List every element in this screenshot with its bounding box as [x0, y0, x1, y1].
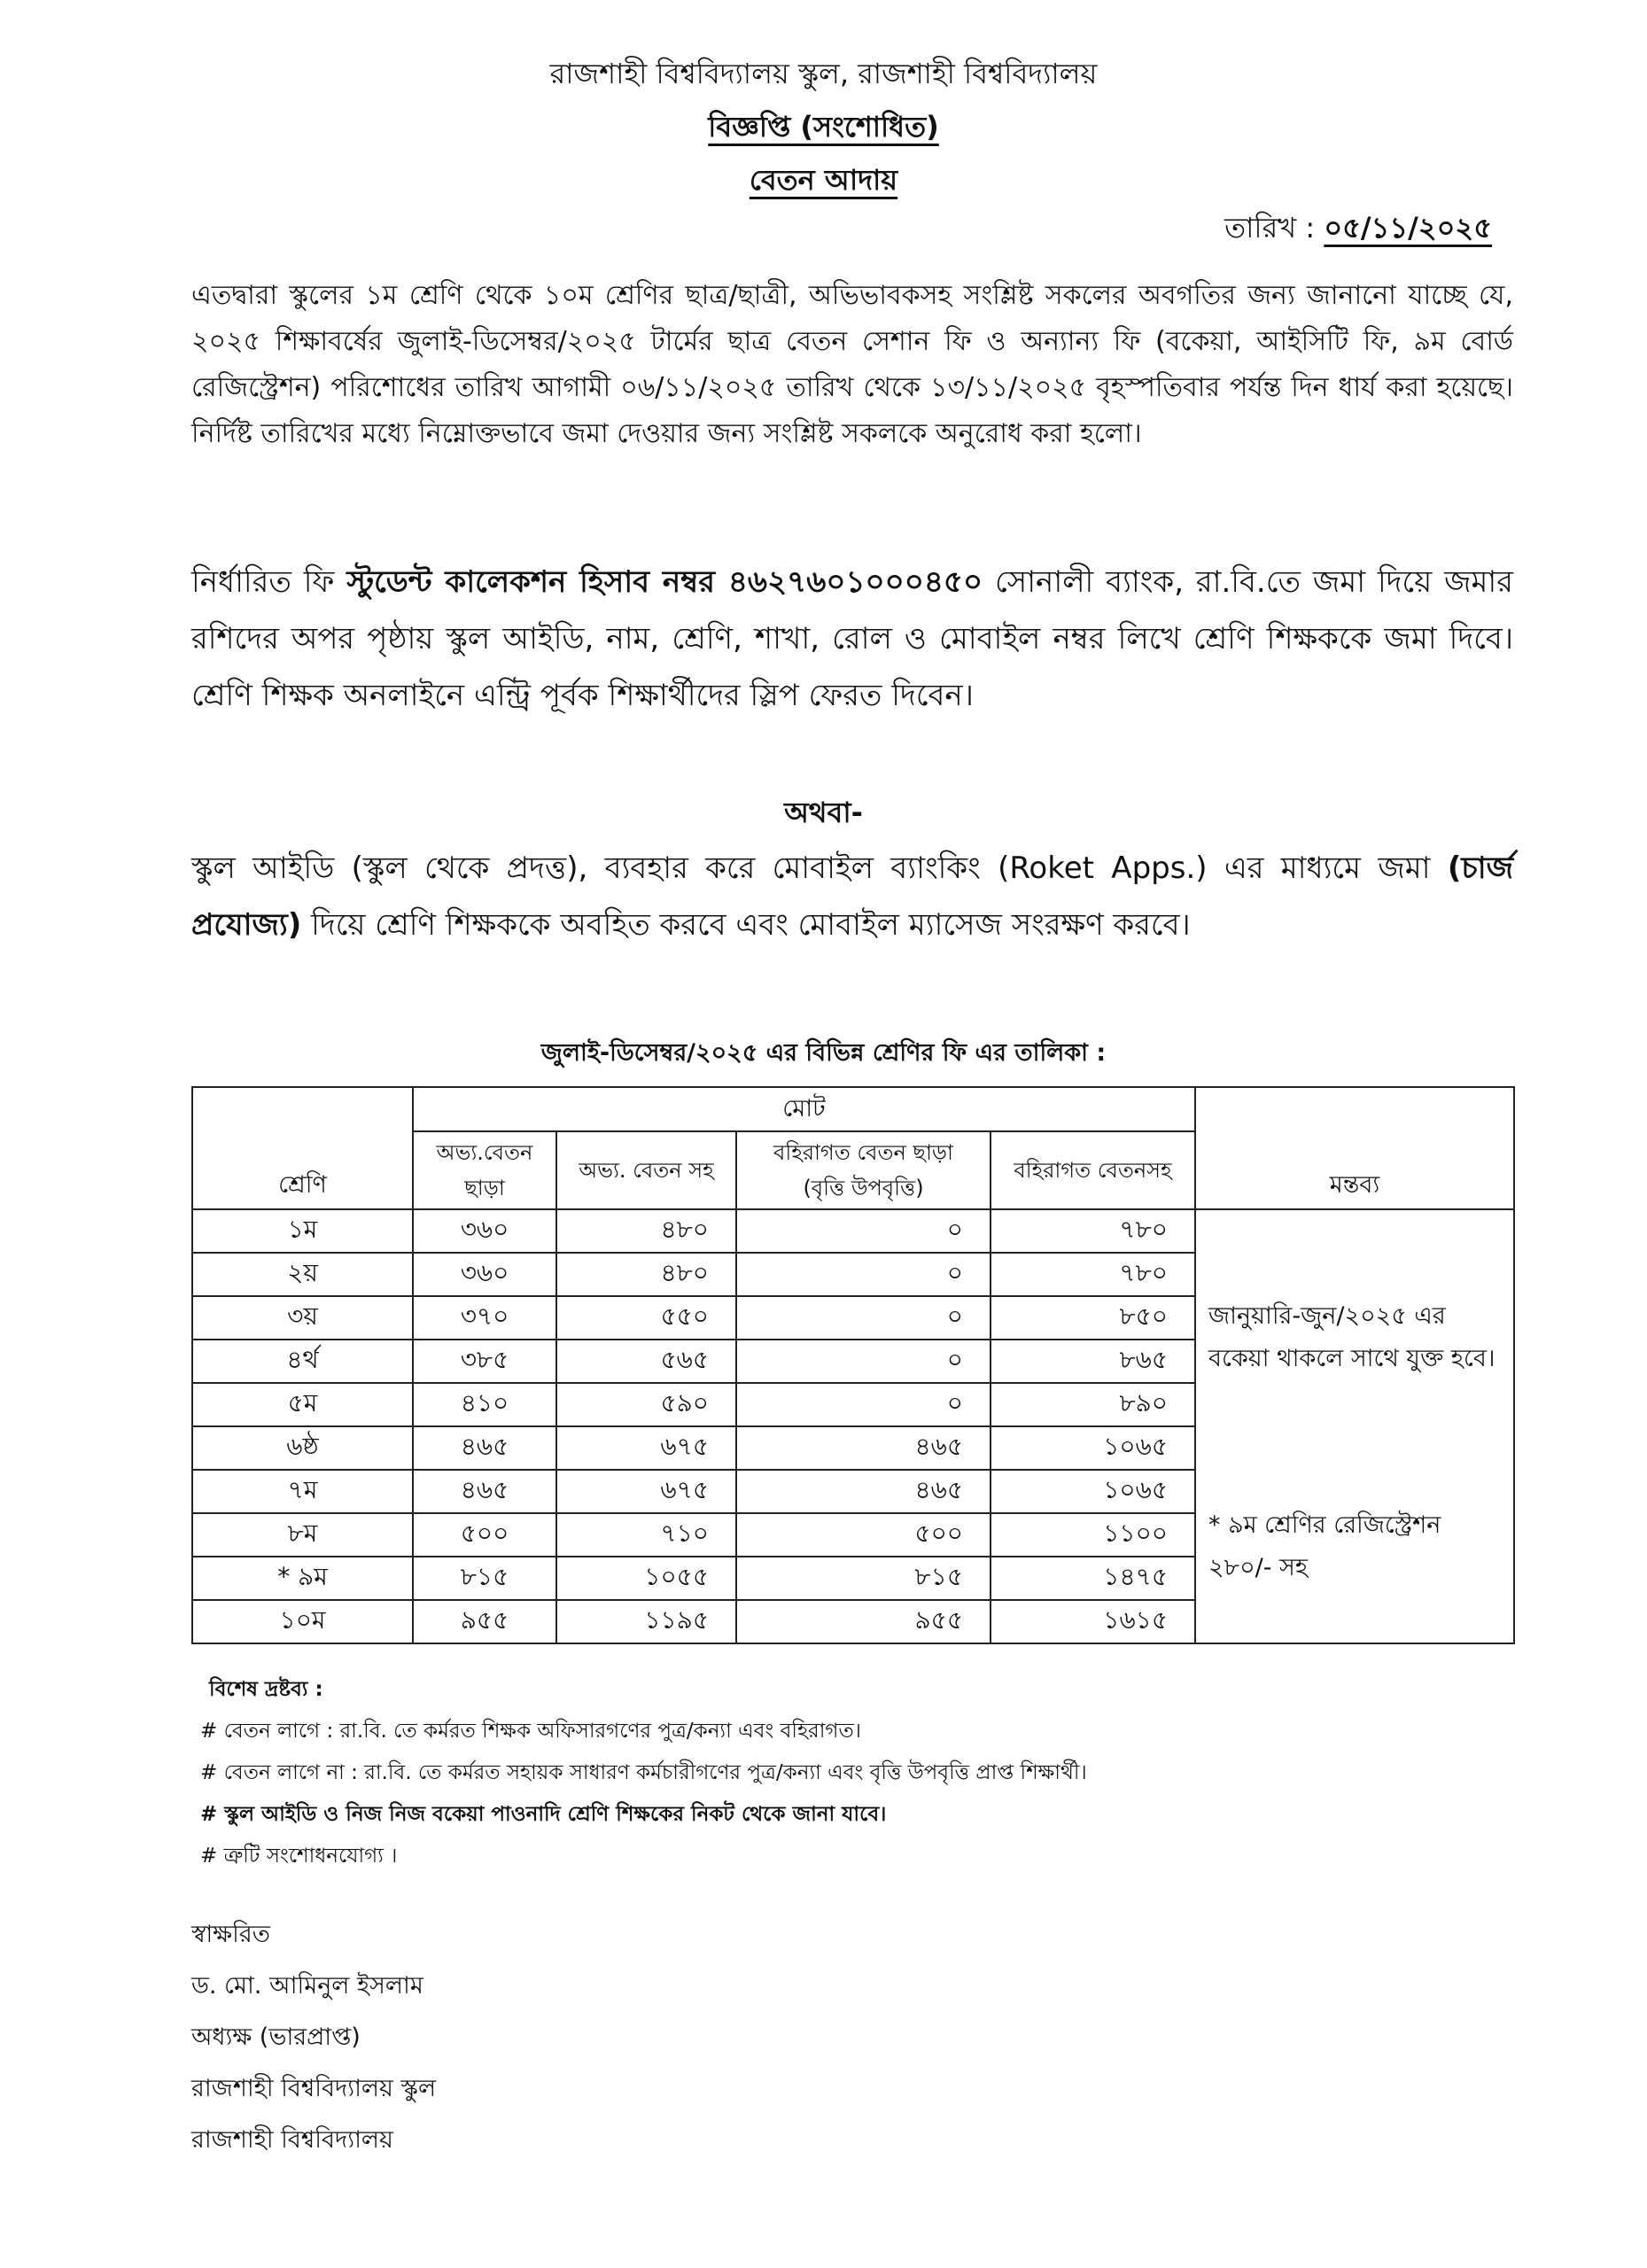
cell-class: ১০ম — [192, 1600, 413, 1643]
cell-c2: ১১৯৫ — [556, 1600, 736, 1643]
remark-cell — [1195, 1209, 1514, 1643]
signatory-university: রাজশাহী বিশ্ববিদ্যালয় — [191, 2126, 393, 2154]
cell-c4: ১১০০ — [991, 1513, 1195, 1557]
note-item: # বেতন লাগে না : রা.বি. তে কর্মরত সহায়ক সাধারণ কর্মচারীগণের পুত্র/কন্যা এবং বৃত্তি উপবৃত্তি প্রাপ্ত শিক্ষার্থী। — [200, 1761, 1087, 1784]
cell-c1: ৫০০ — [413, 1513, 556, 1557]
signatory-designation: অধ্যক্ষ (ভারপ্রাপ্ত) — [191, 2023, 361, 2051]
cell-c2: ৪৮০ — [556, 1209, 736, 1253]
mobile-payment-paragraph — [191, 840, 1513, 953]
header-col1: অভ্য.বেতন ছাড়া — [413, 1131, 556, 1209]
fee-table — [191, 1086, 1515, 1644]
cell-class: * ৯ম — [192, 1557, 413, 1600]
cell-c1: ৩৮৫ — [413, 1340, 556, 1383]
cell-c4: ১৪৭৫ — [991, 1557, 1195, 1600]
date-label: তারিখ : — [1224, 211, 1325, 245]
charge-applicable-text: (চার্জ প্রযোজ্য) — [191, 850, 1513, 943]
notes-title: বিশেষ দ্রষ্টব্য : — [209, 1678, 323, 1701]
cell-c4: ৭৮০ — [991, 1209, 1195, 1253]
cell-c1: ৯৫৫ — [413, 1600, 556, 1643]
notice-subject — [0, 158, 1647, 206]
cell-c1: ৩৬০ — [413, 1253, 556, 1296]
signature-block — [191, 1909, 436, 2166]
notice-title-text: বিজ্ঞপ্তি (সংশোধিত) — [708, 110, 939, 144]
mobile-payment-pre: স্কুল আইডি (স্কুল থেকে প্রদত্ত), ব্যবহার করে মোবাইল ব্যাংকিং (Roket Apps.) এর মাধ্যমে জমা — [191, 850, 1448, 886]
cell-c3: ৮১৫ — [736, 1557, 991, 1600]
remark-registration: * ৯ম শ্রেণির রেজিস্ট্রেশন ২৮০/- সহ — [1208, 1511, 1441, 1581]
header-col2: অভ্য. বেতন সহ — [556, 1131, 736, 1209]
cell-c1: ৪১০ — [413, 1383, 556, 1426]
cell-class: ৩য় — [192, 1296, 413, 1340]
cell-c3: ০ — [736, 1296, 991, 1340]
account-number-text: স্টুডেন্ট কালেকশন হিসাব নম্বর ৪৬২৭৬০১০০০৪৫০ — [346, 564, 983, 600]
cell-c3: ৫০০ — [736, 1513, 991, 1557]
remark-arrears: জানুয়ারি-জুন/২০২৫ এর বকেয়া থাকলে সাথে যুক্ত হবে। — [1208, 1302, 1496, 1372]
note-item: # ত্রুটি সংশোধনযোগ্য । — [200, 1845, 398, 1868]
cell-class: ৮ম — [192, 1513, 413, 1557]
cell-c1: ৮১৫ — [413, 1557, 556, 1600]
header-class: শ্রেণি — [192, 1087, 413, 1209]
cell-c3: ৯৫৫ — [736, 1600, 991, 1643]
cell-class: ১ম — [192, 1209, 413, 1253]
cell-class: ৫ম — [192, 1383, 413, 1426]
cell-c4: ৭৮০ — [991, 1253, 1195, 1296]
bank-payment-paragraph — [191, 554, 1513, 724]
note-item: # স্কুল আইডি ও নিজ নিজ বকেয়া পাওনাদি শ্রেণি শিক্ষকের নিকট থেকে জানা যাবে। — [200, 1803, 887, 1826]
institution-heading: রাজশাহী বিশ্ববিদ্যালয় স্কুল, রাজশাহী বিশ্ববিদ্যালয় — [549, 57, 1098, 90]
signatory-name: ড. মো. আমিনুল ইসলাম — [191, 1972, 423, 2000]
bank-payment-pre: নির্ধারিত ফি — [191, 564, 347, 600]
cell-class: ৬ষ্ঠ — [192, 1426, 413, 1470]
cell-c3: ৪৬৫ — [736, 1470, 991, 1513]
header-col3: বহিরাগত বেতন ছাড়া (বৃত্তি উপবৃত্তি) — [736, 1131, 991, 1209]
signed-label: স্বাক্ষরিত — [191, 1921, 270, 1948]
cell-c3: ০ — [736, 1253, 991, 1296]
notice-subject-text: বেতন আদায় — [749, 163, 898, 197]
cell-c3: ৪৬৫ — [736, 1426, 991, 1470]
cell-c4: ১৬১৫ — [991, 1600, 1195, 1643]
cell-c3: ০ — [736, 1340, 991, 1383]
fee-table-caption: জুলাই-ডিসেম্বর/২০২৫ এর বিভিন্ন শ্রেণির ফি এর তালিকা : — [540, 1039, 1107, 1067]
date-value: ০৫/১১/২০২৫ — [1324, 211, 1492, 245]
cell-c2: ৭১০ — [556, 1513, 736, 1557]
note-item: # বেতন লাগে : রা.বি. তে কর্মরত শিক্ষক অফিসারগণের পুত্র/কন্যা এবং বহিরাগত। — [200, 1720, 861, 1743]
cell-c4: ১০৬৫ — [991, 1426, 1195, 1470]
special-notes — [200, 1669, 1087, 1877]
notice-title — [0, 105, 1647, 152]
cell-class: ৭ম — [192, 1470, 413, 1513]
notice-date — [1224, 206, 1492, 253]
cell-c2: ৫৫০ — [556, 1296, 736, 1340]
cell-c2: ৫৬৫ — [556, 1340, 736, 1383]
cell-class: ২য় — [192, 1253, 413, 1296]
header-col4: বহিরাগত বেতনসহ — [991, 1131, 1195, 1209]
cell-c4: ৮৯০ — [991, 1383, 1195, 1426]
mobile-payment-post: দিয়ে শ্রেণি শিক্ষককে অবহিত করবে এবং মোবাইল ম্যাসেজ সংরক্ষণ করবে। — [301, 907, 1191, 943]
cell-c4: ৮৬৫ — [991, 1340, 1195, 1383]
cell-c2: ৬৭৫ — [556, 1470, 736, 1513]
intro-paragraph: এতদ্বারা স্কুলের ১ম শ্রেণি থেকে ১০ম শ্রেণির ছাত্র/ছাত্রী, অভিভাবকসহ সংশ্লিষ্ট সকলের অবগতির জন্য জানানো যাচ্ছে যে, ২০২৫ শিক্ষাবর্ষের জুলাই-ডিসেম্বর/২০২৫ টার্মের ছাত্র বেতন সেশান ফি ও অন্যান্য ফি (বকেয়া, আইসিটি ফি, ৯ম বোর্ড রেজিস্ট্রেশন) পরিশোধের তারিখ আগামী ০৬/১১/২০২৫ তারিখ থেকে ১৩/১১/২০২৫ বৃহস্পতিবার পর্যন্ত দিন ধার্য করা হয়েছে। নির্দিষ্ট তারিখের মধ্যে নিম্নোক্তভাবে জমা দেওয়ার জন্য সংশ্লিষ্ট সকলকে অনুরোধ করা হলো। — [191, 280, 1513, 449]
table-row — [192, 1209, 1514, 1253]
cell-c2: ১০৫৫ — [556, 1557, 736, 1600]
cell-c2: ৪৮০ — [556, 1253, 736, 1296]
cell-c1: ৩৭০ — [413, 1296, 556, 1340]
cell-c2: ৬৭৫ — [556, 1426, 736, 1470]
cell-c1: ৪৬৫ — [413, 1426, 556, 1470]
cell-class: ৪র্থ — [192, 1340, 413, 1383]
or-label: অথবা- — [784, 796, 863, 829]
cell-c4: ১০৬৫ — [991, 1470, 1195, 1513]
cell-c3: ০ — [736, 1209, 991, 1253]
signatory-school: রাজশাহী বিশ্ববিদ্যালয় স্কুল — [191, 2075, 437, 2102]
header-remark: মন্তব্য — [1195, 1087, 1514, 1209]
cell-c1: ৪৬৫ — [413, 1470, 556, 1513]
cell-c4: ৮৫০ — [991, 1296, 1195, 1340]
cell-c3: ০ — [736, 1383, 991, 1426]
cell-c2: ৫৯০ — [556, 1383, 736, 1426]
bank-payment-post: সোনালী ব্যাংক, রা.বি.তে জমা দিয়ে জমার রশিদের অপর পৃষ্ঠায় স্কুল আইডি, নাম, শ্রেণি, শাখা, রোল ও মোবাইল নম্বর লিখে শ্রেণি শিক্ষককে জমা দিবে। শ্রেণি শিক্ষক অনলাইনে এন্ট্রি পূর্বক শিক্ষার্থীদের স্লিপ ফেরত দিবেন। — [191, 564, 1513, 713]
header-total-group: মোট — [413, 1087, 1195, 1131]
cell-c1: ৩৬০ — [413, 1209, 556, 1253]
